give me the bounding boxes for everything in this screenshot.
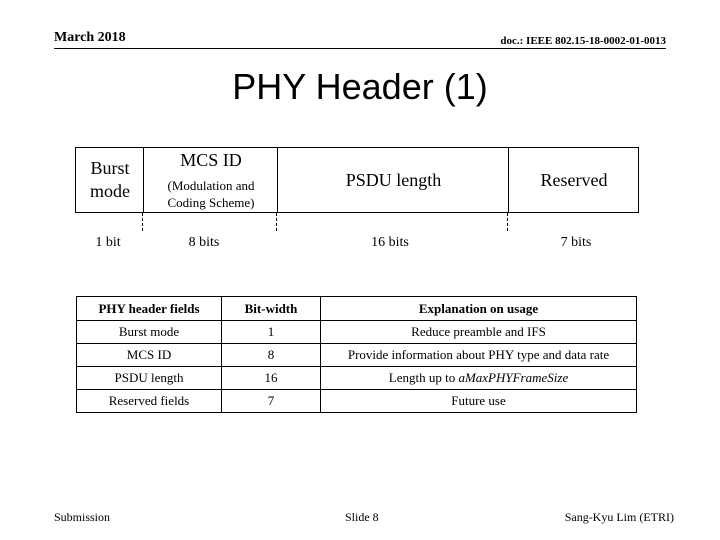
- table-cell-explanation: [321, 367, 637, 390]
- field-burst-mode: [76, 148, 144, 212]
- explanation-prefix: Length up to: [388, 370, 459, 385]
- table-cell-explanation: Future use: [321, 390, 637, 413]
- bit-tick-3: [507, 213, 508, 231]
- table-cell-explanation: Reduce preamble and IFS: [321, 321, 637, 344]
- divider-3: [508, 147, 509, 213]
- bits-psdu-length: 16 bits: [371, 235, 409, 250]
- footer-submission: Submission: [54, 510, 111, 524]
- table-cell-width: 7: [222, 390, 321, 413]
- phy-header-frame: [75, 147, 639, 213]
- table-header-explanation: Explanation on usage: [321, 297, 637, 321]
- footer-slide-number: Slide 8: [345, 510, 379, 524]
- field-mcs-id: [144, 148, 278, 212]
- bits-mcs-id: 8 bits: [188, 235, 220, 250]
- table-cell-width: 1: [222, 321, 321, 344]
- divider-2: [277, 147, 278, 213]
- field-psdu-length: PSDU length: [345, 169, 442, 190]
- header-rule: [54, 48, 666, 49]
- bits-reserved: 7 bits: [560, 235, 592, 250]
- table-row: [77, 321, 637, 344]
- table-row: [77, 367, 637, 390]
- field-burst-mode-line2: mode: [90, 181, 130, 201]
- header-doc-id: doc.: IEEE 802.15-18-0002-01-0013: [500, 35, 666, 47]
- divider-1: [143, 147, 144, 213]
- bits-burst-mode: 1 bit: [95, 235, 121, 250]
- table-cell-field: MCS ID: [77, 344, 222, 367]
- table-header-row: [77, 297, 637, 321]
- header-date: March 2018: [54, 30, 126, 45]
- table-header-bit-width: Bit-width: [222, 297, 321, 321]
- phy-header-table: [76, 296, 637, 413]
- table-cell-field: Reserved fields: [77, 390, 222, 413]
- field-burst-mode-line1: Burst: [90, 158, 130, 178]
- field-mcs-id-sublabel-1: (Modulation and: [167, 177, 255, 193]
- table-header-fields: PHY header fields: [77, 297, 222, 321]
- bit-tick-2: [276, 213, 277, 231]
- field-mcs-id-sublabel-2: Coding Scheme): [167, 194, 255, 210]
- footer-author: Sang-Kyu Lim (ETRI): [564, 510, 674, 524]
- table-row: [77, 390, 637, 413]
- table-row: [77, 344, 637, 367]
- page-title: PHY Header (1): [232, 66, 488, 107]
- field-mcs-id-label: MCS ID: [180, 149, 242, 170]
- table-cell-width: 8: [222, 344, 321, 367]
- bit-tick-1: [142, 213, 143, 231]
- table-cell-explanation: Provide information about PHY type and data rate: [321, 344, 637, 367]
- explanation-param: aMaxPHYFrameSize: [458, 370, 569, 385]
- table-cell-width: 16: [222, 367, 321, 390]
- table-cell-field: PSDU length: [77, 367, 222, 390]
- field-reserved: Reserved: [540, 169, 608, 190]
- table-cell-field: Burst mode: [77, 321, 222, 344]
